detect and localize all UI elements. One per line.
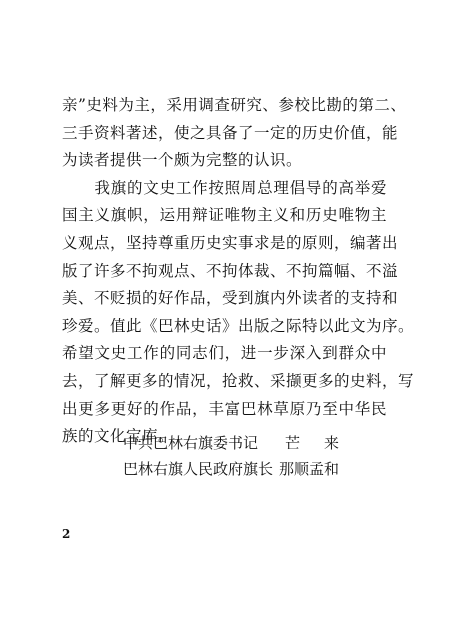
text-line: 希望文史工作的同志们，进一步深入到群众中 (62, 344, 387, 363)
text-line: 美、不贬损的好作品，受到旗内外读者的支持和 (62, 289, 399, 308)
text-line: 族的文化宝库。 (62, 427, 175, 446)
text-line: 义观点，坚持尊重历史实事求是的原则，编著出 (62, 233, 399, 252)
text-line: 出更多更好的作品，丰富巴林草原乃至中华民 (62, 399, 387, 418)
signatory-title: 巴林右旗人民政府旗长 (123, 460, 274, 478)
body-paragraphs (62, 92, 415, 451)
signatory-title: 中共巴林右旗委书记 (123, 434, 259, 452)
text-line: 三手资料著述，使之具备了一定的历史价值，能 (62, 123, 399, 142)
text-line: 亲”史料为主，采用调查研究、参校比勘的第二、 (62, 96, 407, 114)
text-line: 我旗的文史工作按照周总理倡导的高举爱 (62, 178, 387, 197)
signature-block (123, 430, 363, 482)
text-line: 为读者提供一个颇为完整的认识。 (62, 151, 303, 170)
signature-line (123, 456, 363, 482)
signatory-name: 那顺孟和 (279, 460, 340, 478)
text-line: 珍爱。值此《巴林史话》出版之际特以此文为序。 (62, 316, 415, 335)
text-line: 国主义旗帜，运用辩证唯物主义和历史唯物主 (62, 206, 387, 225)
signature-line (123, 430, 363, 456)
page-number: 2 (62, 527, 71, 541)
text-line: 去，了解更多的情况，抢救、采撷更多的史料，写 (62, 371, 415, 390)
text-line: 版了许多不拘观点、不拘体裁、不拘篇幅、不溢 (62, 261, 399, 280)
signatory-name: 芒来 (284, 434, 363, 452)
